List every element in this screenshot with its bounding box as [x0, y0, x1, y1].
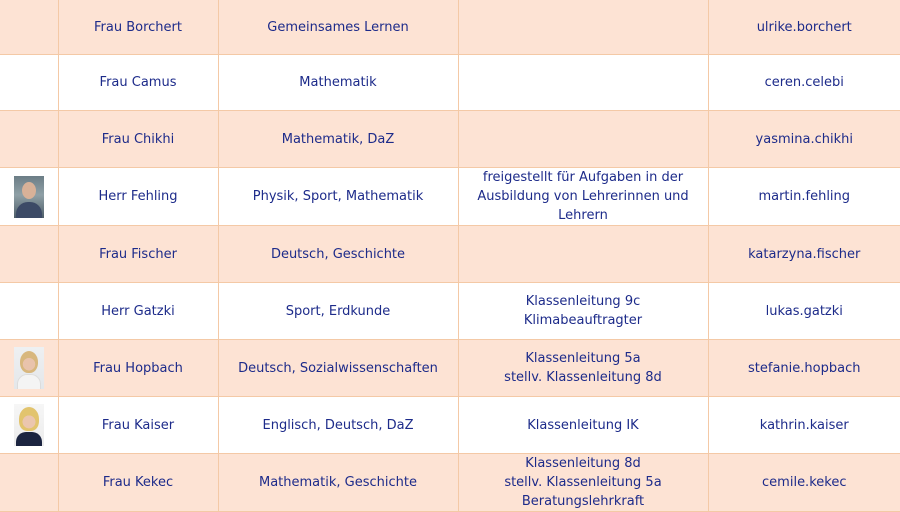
- portrait-photo: [14, 404, 44, 446]
- teacher-name: Frau Fischer: [58, 226, 218, 283]
- teacher-subjects: Physik, Sport, Mathematik: [218, 168, 458, 226]
- teacher-name: Frau Kaiser: [58, 397, 218, 454]
- teacher-email[interactable]: ceren.celebi: [708, 55, 900, 111]
- function-line: stellv. Klassenleitung 8d: [504, 370, 662, 385]
- function-line: Klimabeauftragter: [523, 313, 643, 328]
- teacher-subjects: Sport, Erdkunde: [218, 283, 458, 340]
- photo-cell: [0, 168, 58, 226]
- portrait-photo: [14, 347, 44, 389]
- teacher-functions: [458, 226, 708, 283]
- teacher-email[interactable]: cemile.kekec: [708, 454, 900, 512]
- photo-cell: [0, 55, 58, 111]
- teacher-functions: [458, 55, 708, 111]
- function-line: Ausbildung von Lehrerinnen und: [477, 189, 689, 204]
- teacher-subjects: Englisch, Deutsch, DaZ: [218, 397, 458, 454]
- portrait-photo: [14, 176, 44, 218]
- function-line: freigestellt für Aufgaben in der: [482, 170, 684, 185]
- teacher-name: Herr Fehling: [58, 168, 218, 226]
- function-line: Klassenleitung 8d: [525, 456, 641, 471]
- teacher-name: Frau Camus: [58, 55, 218, 111]
- photo-cell: [0, 111, 58, 168]
- teacher-name: Frau Kekec: [58, 454, 218, 512]
- teacher-subjects: Mathematik, DaZ: [218, 111, 458, 168]
- table-row: [0, 0, 900, 55]
- photo-cell: [0, 283, 58, 340]
- function-line: Lehrern: [558, 208, 608, 223]
- teacher-functions: [458, 111, 708, 168]
- function-line: Klassenleitung IK: [527, 417, 639, 433]
- photo-cell: [0, 340, 58, 397]
- teacher-name: Frau Borchert: [58, 0, 218, 55]
- teacher-functions: [458, 283, 708, 340]
- teacher-functions: [458, 397, 708, 454]
- table-row: [0, 340, 900, 397]
- table-row: [0, 283, 900, 340]
- teacher-email[interactable]: yasmina.chikhi: [708, 111, 900, 168]
- teacher-email[interactable]: ulrike.borchert: [708, 0, 900, 55]
- teacher-email[interactable]: kathrin.kaiser: [708, 397, 900, 454]
- table-row: [0, 397, 900, 454]
- function-line: Beratungslehrkraft: [521, 494, 645, 509]
- teacher-email[interactable]: martin.fehling: [708, 168, 900, 226]
- teacher-email[interactable]: stefanie.hopbach: [708, 340, 900, 397]
- table-row: [0, 226, 900, 283]
- table-row: [0, 454, 900, 512]
- teacher-subjects: Mathematik: [218, 55, 458, 111]
- teacher-name: Frau Hopbach: [58, 340, 218, 397]
- teacher-subjects: Gemeinsames Lernen: [218, 0, 458, 55]
- teacher-subjects: Mathematik, Geschichte: [218, 454, 458, 512]
- function-line: stellv. Klassenleitung 5a: [504, 475, 662, 490]
- teacher-functions: [458, 168, 708, 226]
- teacher-functions: [458, 340, 708, 397]
- teacher-name: Herr Gatzki: [58, 283, 218, 340]
- table-row: [0, 55, 900, 111]
- photo-cell: [0, 454, 58, 512]
- table-row: [0, 111, 900, 168]
- function-line: Klassenleitung 9c: [525, 294, 641, 309]
- teacher-functions: [458, 0, 708, 55]
- teacher-email[interactable]: lukas.gatzki: [708, 283, 900, 340]
- photo-cell: [0, 0, 58, 55]
- function-line: Klassenleitung 5a: [525, 351, 641, 366]
- teacher-email[interactable]: katarzyna.fischer: [708, 226, 900, 283]
- photo-cell: [0, 226, 58, 283]
- teacher-subjects: Deutsch, Geschichte: [218, 226, 458, 283]
- photo-cell: [0, 397, 58, 454]
- teacher-name: Frau Chikhi: [58, 111, 218, 168]
- teacher-subjects: Deutsch, Sozialwissenschaften: [218, 340, 458, 397]
- teacher-functions: [458, 454, 708, 512]
- table-row: [0, 168, 900, 226]
